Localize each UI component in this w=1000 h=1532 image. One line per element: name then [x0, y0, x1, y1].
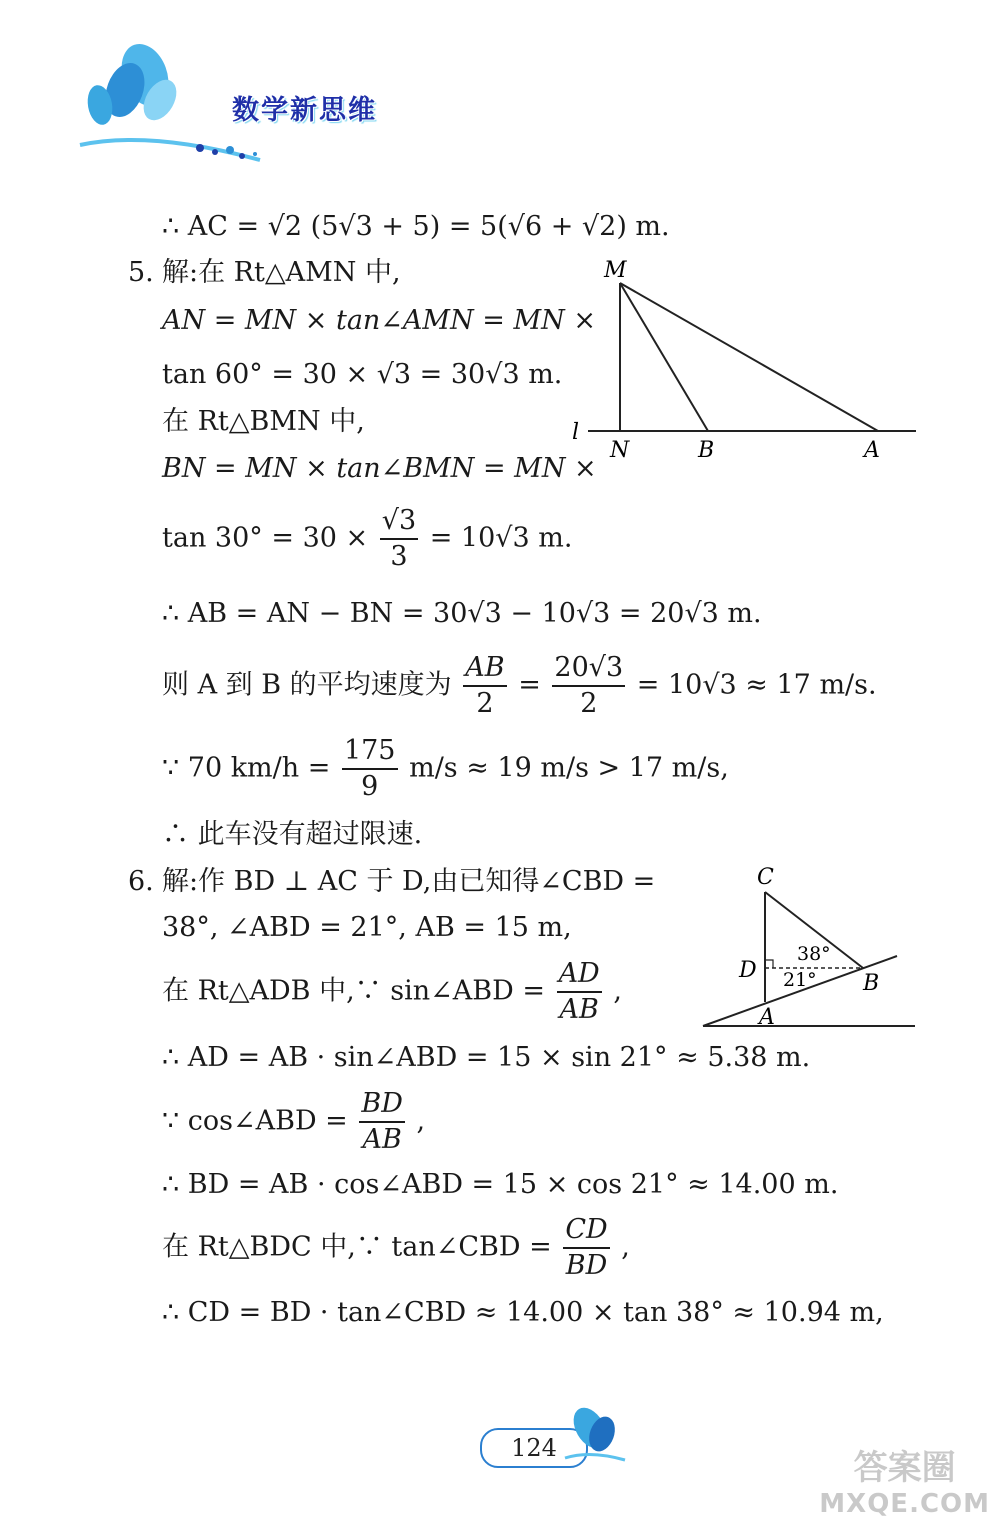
- denominator: 9: [361, 771, 379, 802]
- numerator: 20√3: [552, 651, 625, 687]
- fraction: [359, 1087, 405, 1157]
- text-line: ∴ CD = BD · tan∠CBD ≈ 14.00 × tan 38° ≈ 10.94 m,: [162, 1297, 884, 1328]
- label-n: N: [610, 438, 630, 463]
- denominator: AB: [559, 994, 599, 1025]
- fraction: [552, 651, 625, 721]
- fraction: [380, 504, 418, 574]
- text-line: ∴ BD = AB · cos∠ABD = 15 × cos 21° ≈ 14.00 m.: [162, 1169, 839, 1200]
- text-segment: 则 A 到 B 的平均速度为: [162, 669, 452, 701]
- formula-line: [162, 1087, 425, 1157]
- text-segment: 在 Rt△ADB 中,∵ sin∠ABD =: [162, 975, 545, 1007]
- fraction: [557, 957, 602, 1027]
- header-title: 数学新思维: [232, 95, 377, 126]
- formula-line: [162, 957, 622, 1027]
- numerator: 175: [342, 734, 398, 770]
- problem-number: 6.: [128, 866, 154, 897]
- numerator: BD: [359, 1087, 405, 1123]
- denominator: 3: [390, 541, 408, 572]
- text-line: ∴ AC = √2 (5√3 + 5) = 5(√6 + √2) m.: [162, 211, 670, 242]
- label-c: C: [757, 865, 774, 890]
- text-line: 在 Rt△BMN 中,: [162, 406, 365, 437]
- text-segment: m/s ≈ 19 m/s > 17 m/s,: [409, 752, 729, 784]
- watermark: [819, 1440, 990, 1519]
- page-number: 124: [480, 1428, 588, 1468]
- angle-label-38: 38°: [797, 943, 831, 965]
- denominator: AB: [362, 1124, 402, 1155]
- text-segment: = 10√3 ≈ 17 m/s.: [636, 669, 877, 701]
- angle-label-21: 21°: [783, 969, 817, 991]
- text-line: ∴ AD = AB · sin∠ABD = 15 × sin 21° ≈ 5.38 m.: [162, 1042, 811, 1073]
- numerator: AD: [557, 957, 602, 993]
- diagram-triangle-cdba: [695, 862, 925, 1037]
- label-a: A: [864, 438, 880, 463]
- label-b: B: [698, 438, 715, 463]
- label-d: D: [739, 958, 757, 983]
- line-ma: [620, 283, 878, 431]
- text-segment: = 10√3 m.: [429, 522, 573, 554]
- text-line: tan 60° = 30 × √3 = 30√3 m.: [162, 359, 563, 390]
- fraction: [342, 734, 398, 804]
- text-line: AN = MN × tan∠AMN = MN ×: [162, 305, 596, 336]
- text-line: ∴ AB = AN − BN = 30√3 − 10√3 = 20√3 m.: [162, 598, 762, 629]
- formula-line: [162, 651, 877, 721]
- text-segment: 在 Rt△BDC 中,∵ tan∠CBD =: [162, 1231, 552, 1263]
- text-line: 解:在 Rt△AMN 中,: [162, 257, 401, 288]
- label-l: l: [572, 420, 580, 445]
- fraction: [563, 1213, 609, 1283]
- formula-line: [162, 1213, 630, 1283]
- numerator: √3: [380, 504, 418, 540]
- denominator: BD: [565, 1250, 608, 1281]
- right-angle-mark: [765, 960, 773, 968]
- text-segment: ∵ cos∠ABD =: [162, 1105, 348, 1137]
- watermark-main: 答案圈: [853, 1448, 956, 1488]
- label-m: M: [604, 258, 627, 283]
- text-line: ∴ 此车没有超过限速.: [162, 819, 423, 850]
- diagram-triangle-mnba: [560, 255, 930, 470]
- label-b: B: [863, 971, 880, 996]
- text-segment: ∵ 70 km/h =: [162, 752, 331, 784]
- text-line: BN = MN × tan∠BMN = MN ×: [162, 453, 597, 484]
- formula-line: [162, 734, 729, 804]
- numerator: CD: [563, 1213, 609, 1249]
- denominator: 2: [580, 688, 598, 719]
- text-line: 解:作 BD ⊥ AC 于 D,由已知得∠CBD =: [162, 866, 656, 897]
- numerator: AB: [463, 651, 506, 687]
- problem-number: 5.: [128, 257, 154, 288]
- text-segment: ,: [621, 1231, 630, 1263]
- formula-line: [162, 504, 572, 574]
- text-segment: ,: [416, 1105, 426, 1137]
- watermark-sub: MXQE.COM: [819, 1489, 990, 1519]
- text-segment: =: [518, 669, 541, 701]
- fraction: [463, 651, 506, 721]
- footer-flower-icon: [560, 1398, 630, 1468]
- line-mb: [620, 283, 708, 431]
- denominator: 2: [476, 688, 494, 719]
- text-segment: ,: [613, 975, 622, 1007]
- text-line: 38°, ∠ABD = 21°, AB = 15 m,: [162, 912, 572, 943]
- label-a: A: [759, 1005, 775, 1030]
- text-segment: tan 30° = 30 ×: [162, 522, 369, 554]
